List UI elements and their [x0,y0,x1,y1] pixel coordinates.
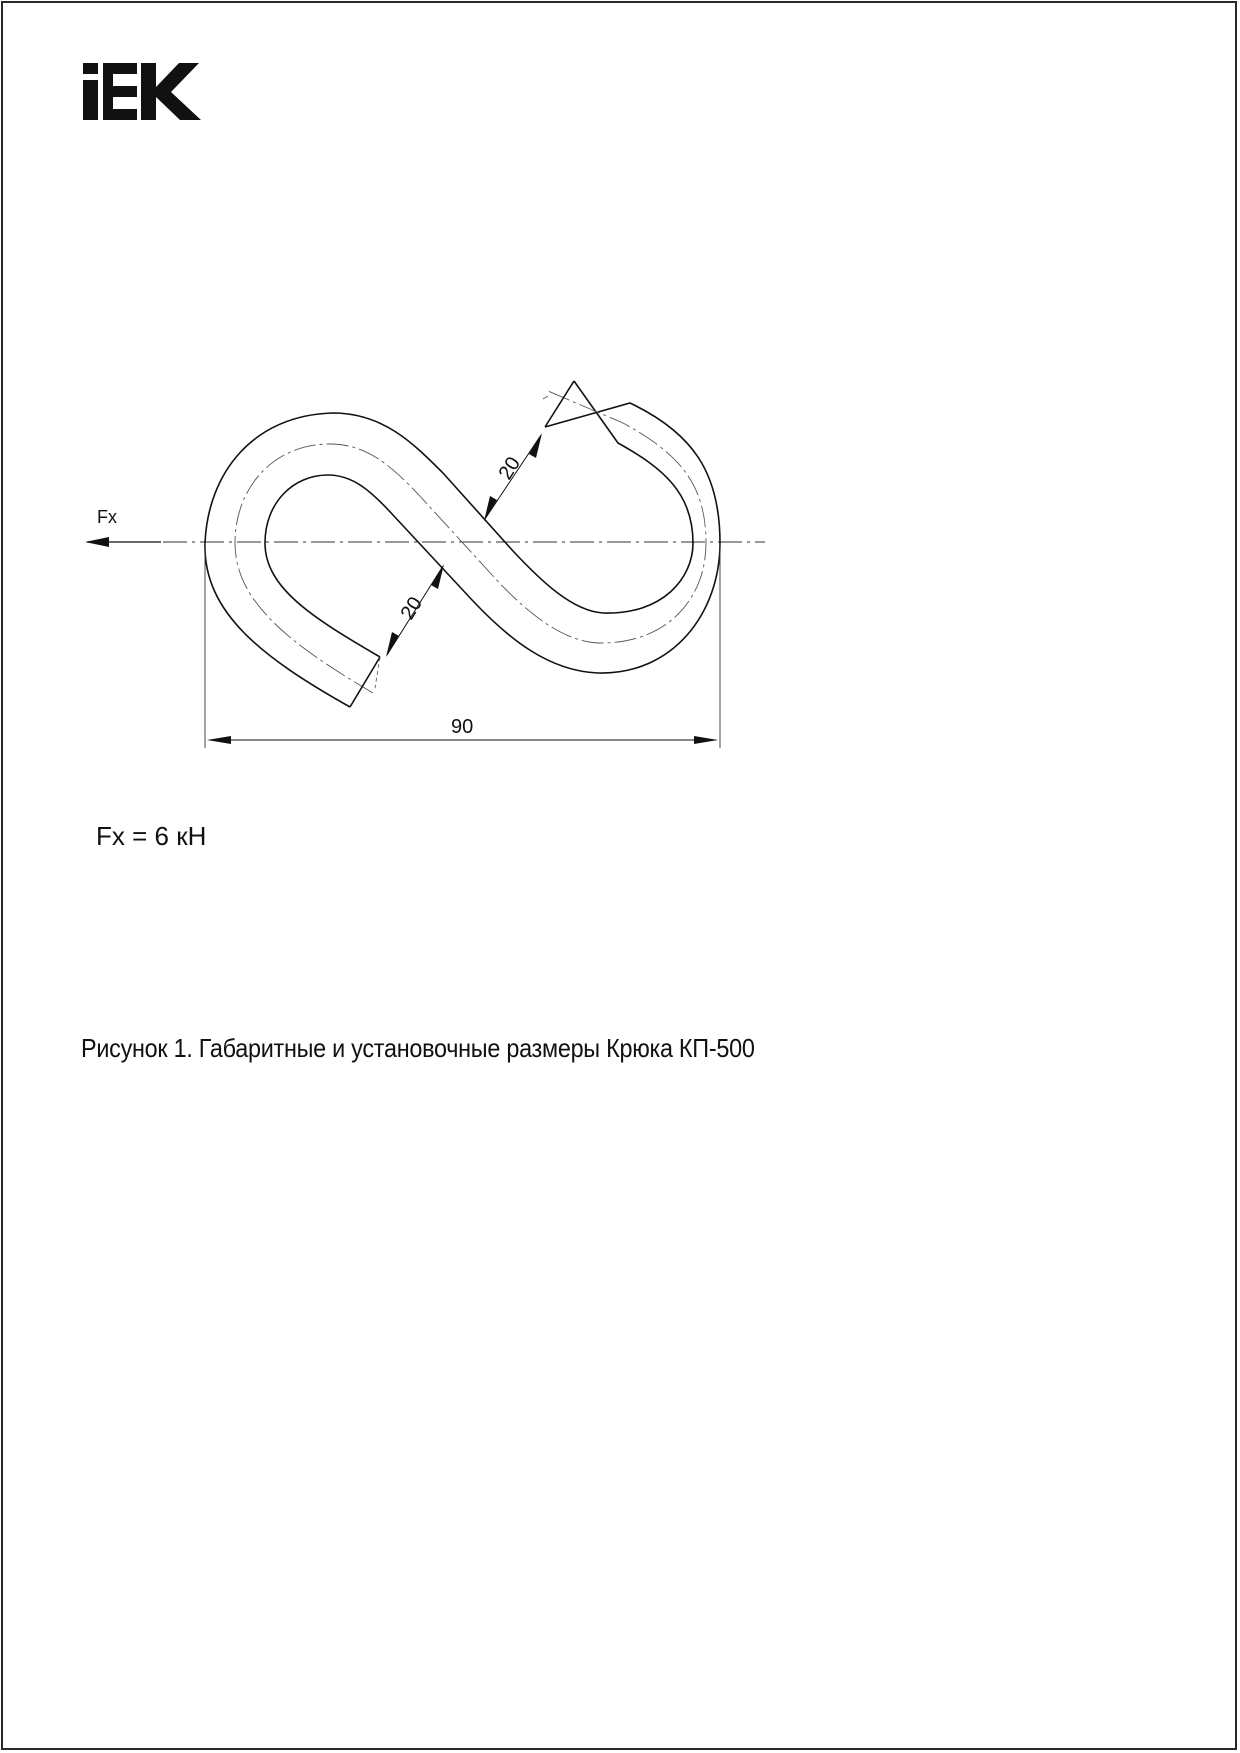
dim-lower-label: 20 [396,593,428,624]
force-arrow-head [85,537,109,547]
figure-caption: Рисунок 1. Габаритные и установочные размеры Крюка КП-500 [81,1033,755,1063]
force-note: Fx = 6 кН [96,821,207,851]
page-sheet [1,1,1237,1750]
hook-drawing [3,3,1239,803]
dim-upper-label: 20 [494,453,526,484]
dim-width-label: 90 [451,716,474,738]
hook-outer-contour [205,381,693,707]
force-label: Fx [97,507,117,527]
